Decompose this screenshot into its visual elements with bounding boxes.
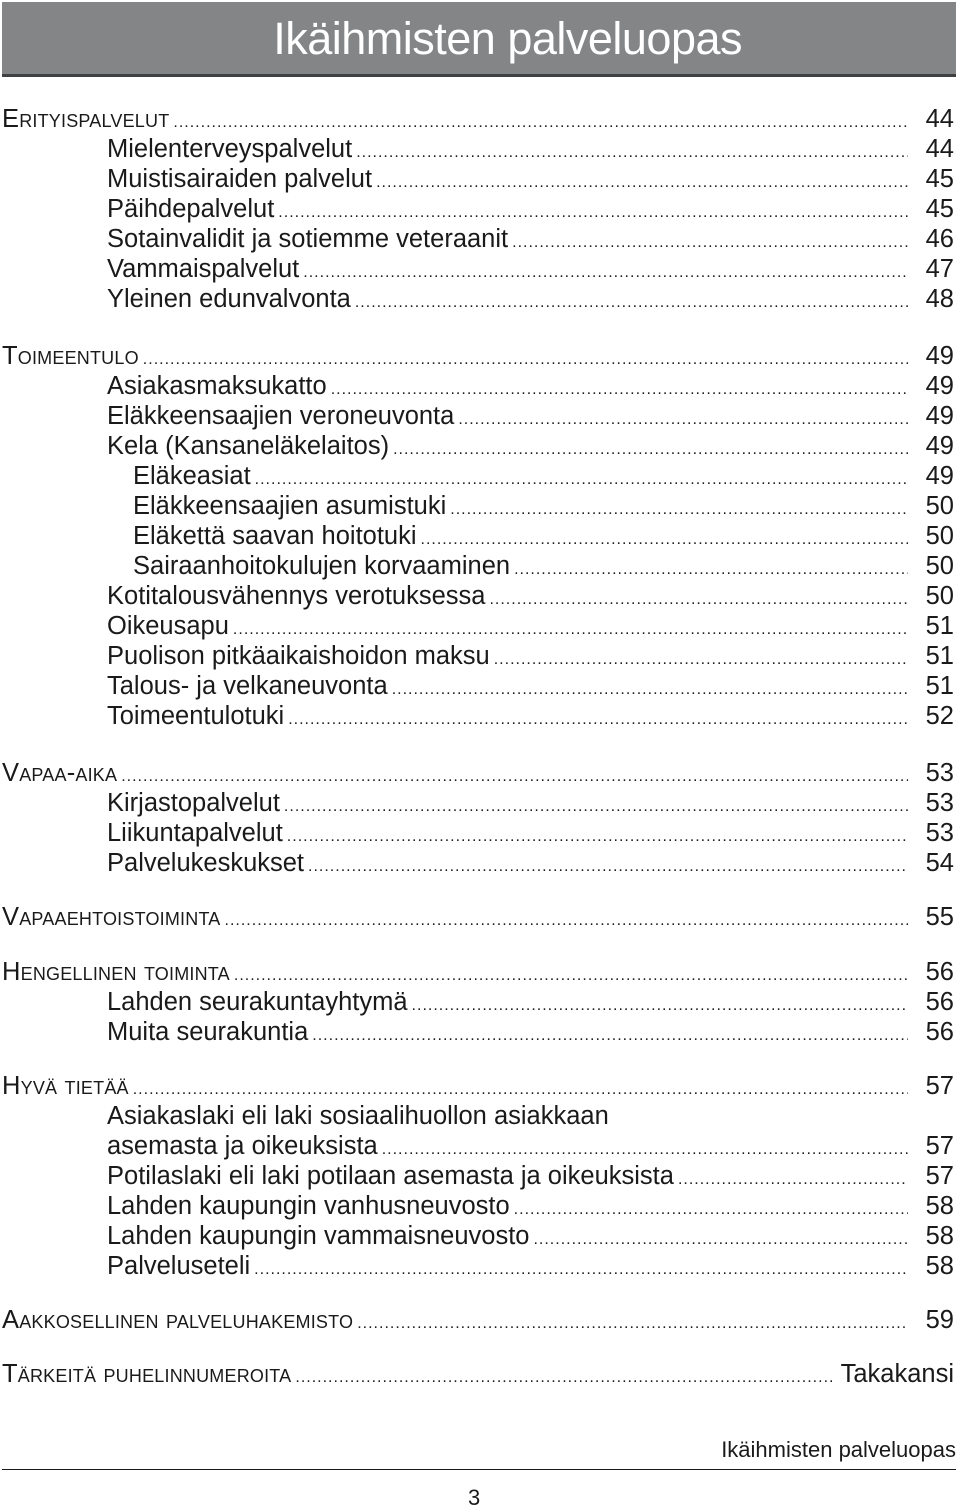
toc-entry-label: Potilaslaki eli laki potilaan asemasta ja oikeuksista	[107, 1162, 674, 1190]
toc-page-number: 50	[925, 522, 954, 550]
toc-page-number: 49	[925, 372, 954, 400]
toc-entry-label: Asiakasmaksukatto	[107, 372, 327, 400]
toc-section-label: Hengellinen toiminta	[2, 958, 230, 986]
toc-page-number: 44	[925, 135, 954, 163]
toc-entry-label: Lahden kaupungin vammaisneuvosto	[107, 1222, 530, 1250]
toc-page-number: 53	[925, 819, 954, 847]
toc-page-number: 45	[925, 165, 954, 193]
toc-page-number: 56	[925, 958, 954, 986]
toc-entry-label: Kela (Kansaneläkelaitos)	[107, 432, 390, 460]
toc-section-row	[0, 1305, 960, 1335]
toc-entry-label: Mielenterveyspalvelut	[107, 135, 353, 163]
toc-page-number: 50	[925, 492, 954, 520]
toc-page-number: 50	[925, 552, 954, 580]
toc-entry-label: Yleinen edunvalvonta	[107, 285, 351, 313]
toc-page-number: 51	[925, 612, 954, 640]
toc-section-label: Erityispalvelut	[2, 105, 170, 133]
toc-entry-row	[0, 194, 960, 224]
toc-entry-row	[0, 164, 960, 194]
dot-leader	[308, 852, 908, 882]
toc-entry-row	[0, 611, 960, 641]
toc-entry-row	[0, 254, 960, 284]
toc-page-number: 56	[925, 988, 954, 1016]
toc-entry-label: Toimeentulotuki	[107, 702, 285, 730]
toc-section-label: Tärkeitä puhelinnumeroita	[2, 1360, 292, 1388]
toc-page-number: 54	[925, 849, 954, 877]
toc-entry-row	[0, 134, 960, 164]
toc-page-number: 47	[925, 255, 954, 283]
toc-entry-label: Talous- ja velkaneuvonta	[107, 672, 388, 700]
toc-entry-label: Muita seurakuntia	[107, 1018, 309, 1046]
toc-entry-label: Kirjastopalvelut	[107, 789, 280, 817]
toc-page-number: Takakansi	[840, 1360, 954, 1388]
toc-page-number: 57	[925, 1132, 954, 1160]
toc-entry-row	[0, 551, 960, 581]
toc-section-row	[0, 902, 960, 932]
toc-entry-row	[0, 1161, 960, 1191]
toc-page-number: 49	[925, 432, 954, 460]
toc-section-row	[0, 758, 960, 788]
toc-entry-label: Muistisairaiden palvelut	[107, 165, 373, 193]
toc-entry-row	[0, 581, 960, 611]
toc-page-number: 50	[925, 582, 954, 610]
toc-entry-row	[0, 521, 960, 551]
toc-section-row	[0, 341, 960, 371]
toc-entry-label: Eläkeasiat	[133, 462, 251, 490]
dot-leader	[225, 906, 908, 936]
toc-entry-row	[0, 848, 960, 878]
toc-entry-label: Päihdepalvelut	[107, 195, 275, 223]
toc-entry-row	[0, 1191, 960, 1221]
toc-entry-row	[0, 987, 960, 1017]
toc-entry-label: Lahden seurakuntayhtymä	[107, 988, 408, 1016]
toc-entry-row	[0, 641, 960, 671]
toc-entry-label: Eläkettä saavan hoitotuki	[133, 522, 417, 550]
toc-page-number: 57	[925, 1072, 954, 1100]
dot-leader	[254, 1255, 908, 1285]
dot-leader	[288, 705, 908, 735]
toc-entry-row	[0, 371, 960, 401]
toc-page-number: 53	[925, 759, 954, 787]
toc-entry-row	[0, 701, 960, 731]
toc-entry-row	[0, 1251, 960, 1281]
toc-page-number: 51	[925, 672, 954, 700]
toc-section-row	[0, 104, 960, 134]
toc-entry-row	[0, 284, 960, 314]
toc-entry-row	[0, 671, 960, 701]
toc-entry-label: Lahden kaupungin vanhusneuvosto	[107, 1192, 510, 1220]
toc-page-number: 55	[925, 903, 954, 931]
toc-page-number: 53	[925, 789, 954, 817]
toc-page-number: 45	[925, 195, 954, 223]
toc-entry-label: Eläkkeensaajien asumistuki	[133, 492, 447, 520]
toc-page-number: 44	[925, 105, 954, 133]
toc-page-number: 49	[925, 342, 954, 370]
toc-entry-row	[0, 1101, 960, 1131]
dot-leader	[357, 1309, 908, 1339]
toc-entry-label: Asiakaslaki eli laki sosiaalihuollon asiakkaan	[107, 1102, 609, 1130]
toc-section-label: Vapaaehtoistoiminta	[2, 903, 221, 931]
toc-page-number: 48	[925, 285, 954, 313]
toc-entry-row	[0, 1221, 960, 1251]
page-number: 3	[468, 1485, 481, 1510]
toc-entry-row	[0, 1131, 960, 1161]
toc-entry-row	[0, 1017, 960, 1047]
page-title: Ikäihmisten palveluopas	[273, 13, 742, 64]
dot-leader	[295, 1363, 832, 1393]
toc-page-number: 58	[925, 1192, 954, 1220]
toc-entry-label: asemasta ja oikeuksista	[107, 1132, 378, 1160]
toc-page-number: 49	[925, 462, 954, 490]
toc-entry-label: Oikeusapu	[107, 612, 229, 640]
toc-entry-row	[0, 461, 960, 491]
toc-page-number: 51	[925, 642, 954, 670]
toc-entry-label: Palvelukeskukset	[107, 849, 305, 877]
toc-entry-row	[0, 431, 960, 461]
footer-title: Ikäihmisten palveluopas	[721, 1437, 956, 1462]
toc-section-label: Toimeentulo	[2, 342, 139, 370]
toc-page-number: 58	[925, 1252, 954, 1280]
toc-section-label: Aakkosellinen palveluhakemisto	[2, 1306, 354, 1334]
toc-entry-label: Liikuntapalvelut	[107, 819, 283, 847]
toc-entry-label: Kotitalousvähennys verotuksessa	[107, 582, 486, 610]
toc-page-number: 52	[925, 702, 954, 730]
toc-page-number: 59	[925, 1306, 954, 1334]
toc-entry-label: Sotainvalidit ja sotiemme veteraanit	[107, 225, 509, 253]
toc-entry-row	[0, 788, 960, 818]
toc-page-number: 57	[925, 1162, 954, 1190]
toc-page-number: 56	[925, 1018, 954, 1046]
toc-entry-label: Puolison pitkäaikaishoidon maksu	[107, 642, 490, 670]
toc-entry-label: Sairaanhoitokulujen korvaaminen	[133, 552, 511, 580]
dot-leader	[355, 288, 908, 318]
toc-entry-label: Eläkkeensaajien veroneuvonta	[107, 402, 455, 430]
dot-leader	[312, 1021, 908, 1051]
toc-entry-row	[0, 818, 960, 848]
toc-page-number: 46	[925, 225, 954, 253]
toc-section-label: Vapaa-aika	[2, 759, 118, 787]
toc-section-label: Hyvä tietää	[2, 1072, 129, 1100]
toc-section-row	[0, 1071, 960, 1101]
toc-entry-label: Palveluseteli	[107, 1252, 251, 1280]
footer-divider	[2, 1469, 956, 1470]
toc-section-row	[0, 1359, 960, 1389]
toc-entry-row	[0, 401, 960, 431]
toc-entry-row	[0, 491, 960, 521]
toc-page-number: 58	[925, 1222, 954, 1250]
toc-section-row	[0, 957, 960, 987]
toc-entry-row	[0, 224, 960, 254]
toc-page-number: 49	[925, 402, 954, 430]
toc-entry-label: Vammaispalvelut	[107, 255, 300, 283]
